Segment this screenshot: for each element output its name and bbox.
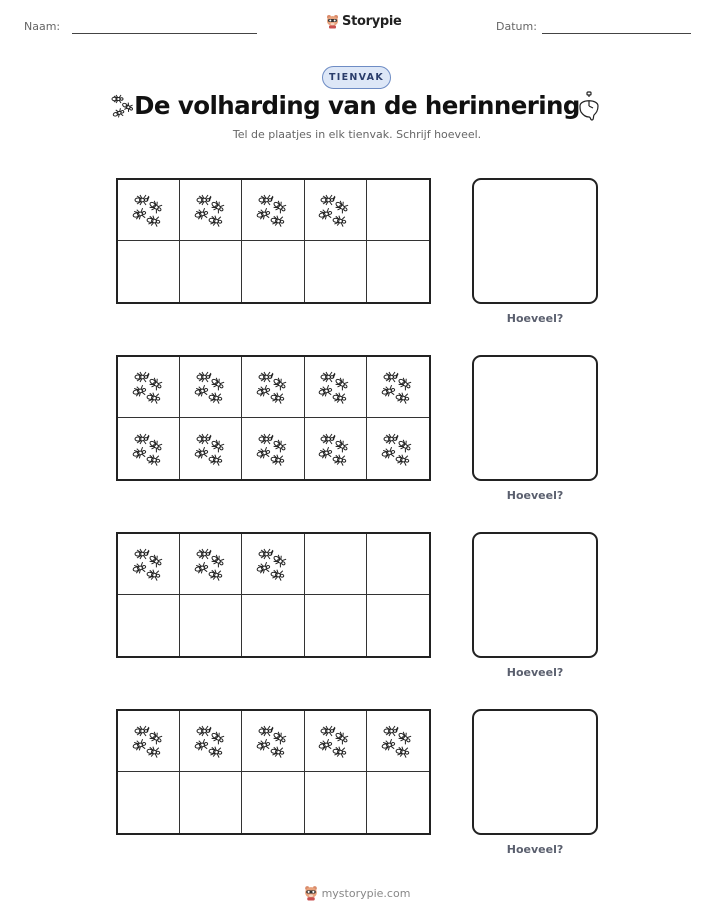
ten-frame-cell	[180, 595, 242, 656]
ten-frame-cell	[242, 772, 304, 833]
ten-frame-cell	[367, 357, 429, 418]
ten-frame	[116, 709, 431, 835]
answer-box[interactable]	[472, 355, 598, 481]
ten-frame-cell	[242, 180, 304, 241]
ants-icon	[129, 429, 169, 469]
instructions: Tel de plaatjes in elk tienvak. Schrijf hoeveel.	[232, 128, 482, 141]
ants-icon	[315, 190, 355, 230]
ten-frame-cell	[242, 534, 304, 595]
answer-box[interactable]	[472, 709, 598, 835]
ten-frame-cell	[180, 711, 242, 772]
answer-label: Hoeveel?	[506, 843, 564, 856]
ten-frame-cell	[118, 534, 180, 595]
brand-logo	[326, 14, 402, 29]
ten-frame-cell	[118, 772, 180, 833]
ten-frame-cell	[305, 357, 367, 418]
ten-frame-cell	[118, 241, 180, 302]
ten-frame-cell	[305, 772, 367, 833]
brand-name: Storypie	[342, 14, 402, 29]
footer-url: mystorypie.com	[321, 886, 411, 900]
ants-icon	[129, 367, 169, 407]
ten-frame-cell	[367, 534, 429, 595]
date-label: Datum:	[496, 20, 537, 33]
ten-frame-cell	[367, 418, 429, 479]
ants-icon	[378, 721, 418, 761]
ants-icon	[191, 190, 231, 230]
date-line[interactable]	[542, 33, 691, 34]
ten-frame-cell	[118, 418, 180, 479]
ten-frame-cell	[118, 357, 180, 418]
ants-icon	[191, 367, 231, 407]
ten-frame-cell	[118, 180, 180, 241]
ants-icon	[253, 190, 293, 230]
ten-frame-cell	[180, 772, 242, 833]
ants-icon	[253, 367, 293, 407]
ants-icon	[315, 721, 355, 761]
ants-icon	[191, 429, 231, 469]
ten-frame	[116, 532, 431, 658]
ten-frame-cell	[367, 180, 429, 241]
ten-frame-cell	[305, 534, 367, 595]
ants-icon	[253, 721, 293, 761]
ten-frame-cell	[180, 180, 242, 241]
name-label: Naam:	[24, 20, 61, 33]
ten-frame-cell	[305, 180, 367, 241]
ten-frame	[116, 178, 431, 304]
name-line[interactable]	[72, 33, 257, 34]
answer-box[interactable]	[472, 178, 598, 304]
ten-frame-cell	[180, 534, 242, 595]
ants-icon	[253, 544, 293, 584]
ten-frame-cell	[180, 357, 242, 418]
ten-frame-cell	[242, 418, 304, 479]
ants-icon	[129, 721, 169, 761]
ten-frame-cell	[305, 241, 367, 302]
ants-icon	[253, 429, 293, 469]
ten-frame-cell	[367, 241, 429, 302]
ten-frame	[116, 355, 431, 481]
ants-icon	[315, 429, 355, 469]
storypie-mascot-icon	[326, 14, 339, 29]
ten-frame-cell	[367, 711, 429, 772]
ants-icon	[191, 544, 231, 584]
answer-label: Hoeveel?	[506, 666, 564, 679]
ten-frame-cell	[242, 357, 304, 418]
melting-clock-icon	[576, 91, 602, 123]
ten-frame-cell	[118, 711, 180, 772]
ants-icon	[191, 721, 231, 761]
ten-frame-cell	[242, 711, 304, 772]
ten-frame-cell	[305, 418, 367, 479]
category-badge: TIENVAK	[322, 66, 391, 89]
ten-frame-cell	[367, 772, 429, 833]
ten-frame-cell	[367, 595, 429, 656]
ten-frame-cell	[242, 595, 304, 656]
storypie-mascot-icon	[304, 885, 318, 901]
answer-box[interactable]	[472, 532, 598, 658]
ten-frame-cell	[118, 595, 180, 656]
footer	[0, 885, 714, 901]
page-title: De volharding van de herinnering	[134, 91, 580, 120]
ten-frame-cell	[305, 595, 367, 656]
ten-frame-cell	[242, 241, 304, 302]
ten-frame-cell	[305, 711, 367, 772]
ants-icon	[129, 190, 169, 230]
ten-frame-cell	[180, 418, 242, 479]
ants-icon	[129, 544, 169, 584]
ten-frame-cell	[180, 241, 242, 302]
answer-label: Hoeveel?	[506, 312, 564, 325]
answer-label: Hoeveel?	[506, 489, 564, 502]
ants-icon	[378, 429, 418, 469]
ants-icon	[378, 367, 418, 407]
ants-icon	[315, 367, 355, 407]
